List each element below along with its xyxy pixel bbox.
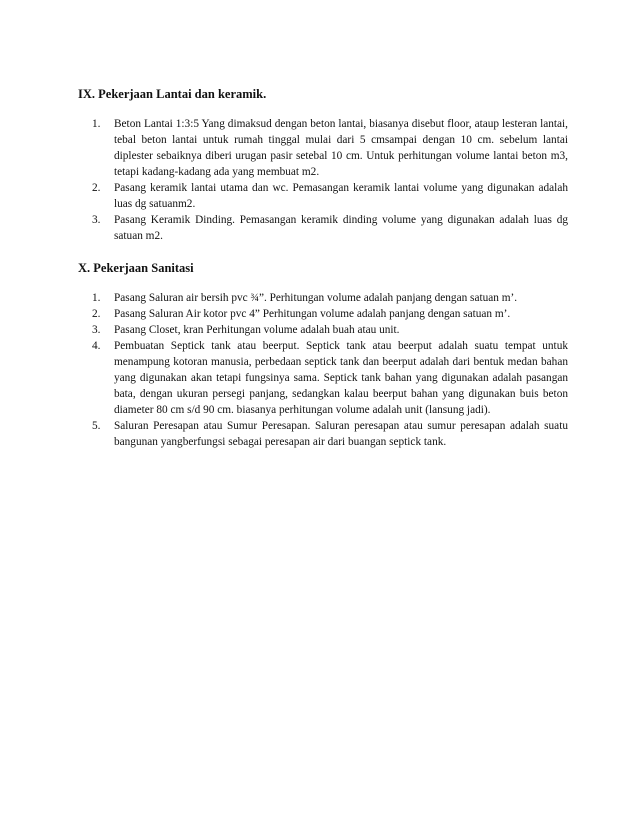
item-number: 1. [92,118,101,130]
item-text: Pasang Closet, kran Perhitungan volume adalah buah atau unit. [114,324,400,336]
list-item [92,306,568,322]
item-list [78,116,568,244]
list-item [92,212,568,244]
item-number: 4. [92,340,101,352]
item-number: 3. [92,324,101,336]
item-text: Saluran Peresapan atau Sumur Peresapan. Saluran peresapan atau sumur peresapan adalah suatu bangunan yangberfungsi sebagai peresapan air dari buangan septick tank. [114,420,568,448]
section-sanitasi [78,260,568,450]
section-lantai-keramik [78,86,568,244]
item-text: Pasang Keramik Dinding. Pemasangan keramik dinding volume yang digunakan adalah luas dg satuan m2. [114,214,568,242]
list-item [92,338,568,418]
item-number: 3. [92,214,101,226]
list-item [92,322,568,338]
item-number: 2. [92,308,101,320]
item-number: 2. [92,182,101,194]
list-item [92,290,568,306]
item-text: Pasang keramik lantai utama dan wc. Pemasangan keramik lantai volume yang digunakan adalah luas dg satuanm2. [114,182,568,210]
section-heading: IX. Pekerjaan Lantai dan keramik. [78,87,267,101]
item-text: Pasang Saluran air bersih pvc ¾”. Perhitungan volume adalah panjang dengan satuan m’. [114,292,518,304]
item-number: 1. [92,292,101,304]
item-list [78,290,568,450]
item-text: Pembuatan Septick tank atau beerput. Septick tank atau beerput adalah suatu tempat untuk menampung kotoran manusia, perbedaan septick tank dan beerput adalah dari bentuk medan bahan yang digunakan akan tetapi fungsinya sama. Septick tank bahan yang digunakan adalah pasangan bata, dengan ukuran persegi panjang, sedangkan kalau beerput bahan yang digunakan buis beton diameter 80 cm s/d 90 cm. biasanya perhitungan volume adalah unit (lansung jadi). [114,340,568,416]
list-item [92,180,568,212]
list-item [92,116,568,180]
item-text: Beton Lantai 1:3:5 Yang dimaksud dengan beton lantai, biasanya disebut floor, ataup lesteran lantai, tebal beton lantai untuk rumah tinggal mulai dari 5 cmsampai dengan 10 cm. sebelum lantai diplester sebaiknya diberi urugan pasir setebal 10 cm. Untuk perhitungan volume lantai beton m3, tetapi kadang-kadang ada yang membuat m2. [114,118,568,178]
item-text: Pasang Saluran Air kotor pvc 4” Perhitungan volume adalah panjang dengan satuan m’. [114,308,511,320]
section-heading: X. Pekerjaan Sanitasi [78,261,194,275]
item-number: 5. [92,420,101,432]
list-item [92,418,568,450]
